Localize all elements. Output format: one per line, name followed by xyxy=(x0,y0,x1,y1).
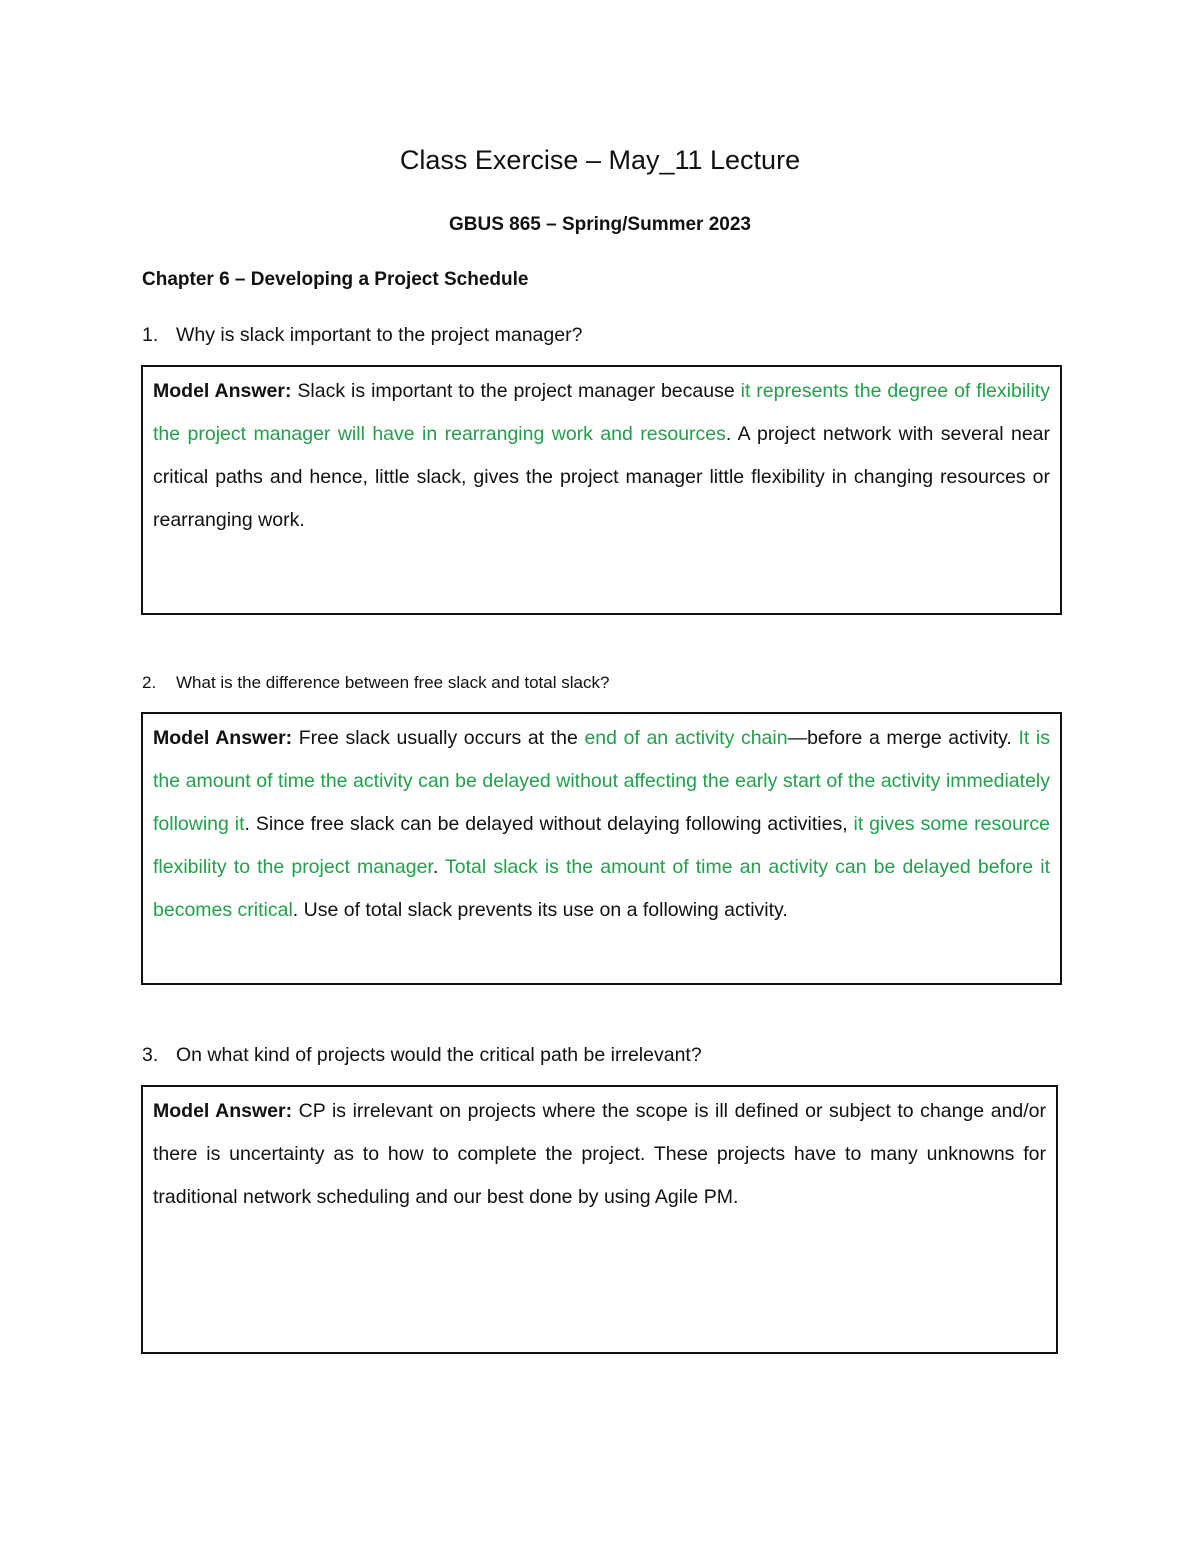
answer-highlight-text: Total slack is the amount of time an activity can be delayed before it becomes critical xyxy=(153,856,1050,921)
answer-text: . xyxy=(432,856,446,878)
question-number: 2. xyxy=(142,673,157,692)
answer-highlight-text: it represents the degree of flexibility the project manager will have in rearranging work and resources xyxy=(153,380,1050,445)
model-answer-label: Model Answer: xyxy=(153,380,292,402)
model-answer-label: Model Answer: xyxy=(153,1100,293,1122)
question-2 xyxy=(142,669,609,697)
answer-highlight-text: it gives some resource flexibility to the project manager xyxy=(153,813,1051,878)
question-3 xyxy=(142,1041,702,1069)
question-number: 3. xyxy=(142,1044,159,1066)
answer-highlight-text: It is the amount of time the activity can be delayed without affecting the early start of the activity immediately following it xyxy=(153,727,1050,835)
answer-text: Free slack usually occurs at the xyxy=(292,727,585,749)
answer-box-3 xyxy=(141,1085,1058,1354)
question-text: On what kind of projects would the critical path be irrelevant? xyxy=(176,1044,702,1066)
answer-text: CP is irrelevant on projects where the scope is ill defined or subject to change and/or there is uncertainty as to how to complete the project. These projects have to many unknowns for traditional network scheduling and our best done by using Agile PM. xyxy=(153,1100,1046,1208)
model-answer-label: Model Answer: xyxy=(153,727,293,749)
question-text: What is the difference between free slack and total slack? xyxy=(176,673,610,692)
question-text: Why is slack important to the project manager? xyxy=(176,324,583,346)
question-1 xyxy=(142,321,582,349)
question-number: 1. xyxy=(142,324,159,346)
page-title: Class Exercise – May_11 Lecture xyxy=(399,145,801,175)
chapter-heading: Chapter 6 – Developing a Project Schedule xyxy=(142,269,529,290)
answer-text: . Since free slack can be delayed without delaying following activities, xyxy=(244,813,854,835)
answer-text: Slack is important to the project manager because xyxy=(291,380,741,402)
answer-box-2 xyxy=(141,712,1062,985)
answer-highlight-text: end of an activity chain xyxy=(584,727,788,749)
answer-text: —before a merge activity. xyxy=(787,727,1019,749)
answer-text: . A project network with several near critical paths and hence, little slack, gives the project manager little flexibility in changing resources or rearranging work. xyxy=(153,423,1050,531)
answer-text: . Use of total slack prevents its use on a following activity. xyxy=(292,899,788,921)
answer-box-1 xyxy=(141,365,1062,615)
course-heading: GBUS 865 – Spring/Summer 2023 xyxy=(448,214,751,235)
